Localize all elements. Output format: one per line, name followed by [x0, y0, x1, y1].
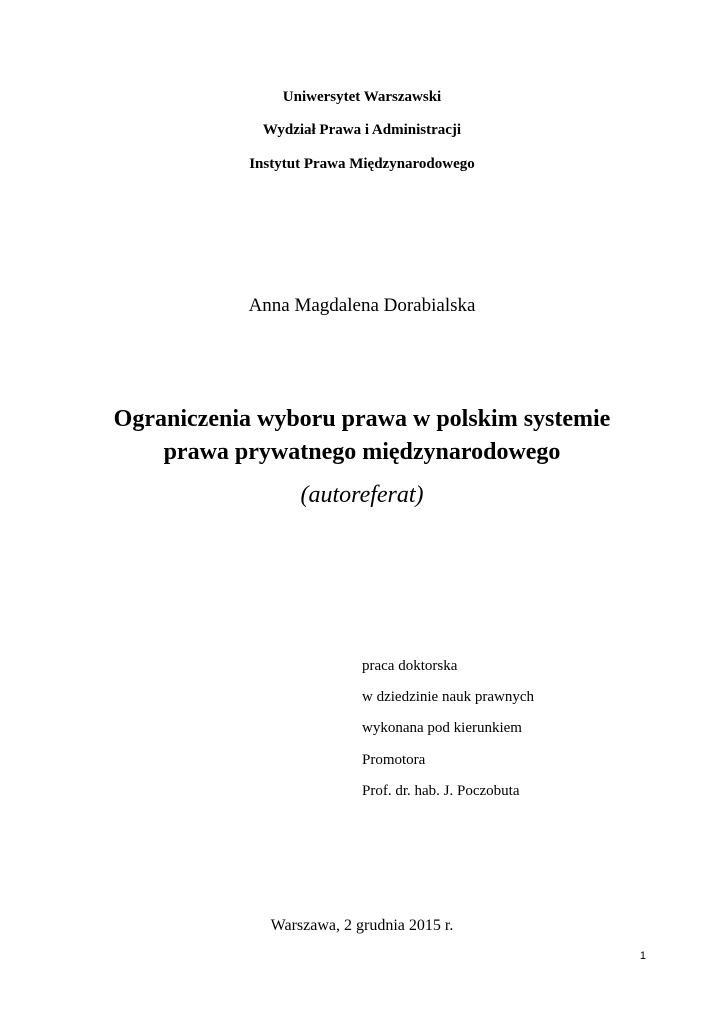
thesis-subtitle: (autoreferat) — [300, 482, 424, 508]
thesis-info-line: praca doktorska — [362, 658, 458, 674]
thesis-info-line: wykonana pod kierunkiem — [362, 720, 522, 736]
thesis-info-line: w dziedzinie nauk prawnych — [362, 689, 535, 705]
thesis-info-line: Promotora — [362, 752, 426, 768]
supervisor-name: Prof. dr. hab. J. Poczobuta — [362, 783, 520, 799]
thesis-title-line-2: prawa prywatnego międzynarodowego — [163, 439, 561, 465]
place-and-date: Warszawa, 2 grudnia 2015 r. — [270, 917, 454, 934]
thesis-title-line-1: Ograniczenia wyboru prawa w polskim systemie — [113, 406, 611, 432]
faculty-name: Wydział Prawa i Administracji — [262, 122, 462, 138]
author-name: Anna Magdalena Dorabialska — [248, 295, 476, 316]
university-name: Uniwersytet Warszawski — [282, 89, 442, 105]
page-number: 1 — [639, 950, 646, 962]
institute-name: Instytut Prawa Międzynarodowego — [249, 156, 475, 172]
